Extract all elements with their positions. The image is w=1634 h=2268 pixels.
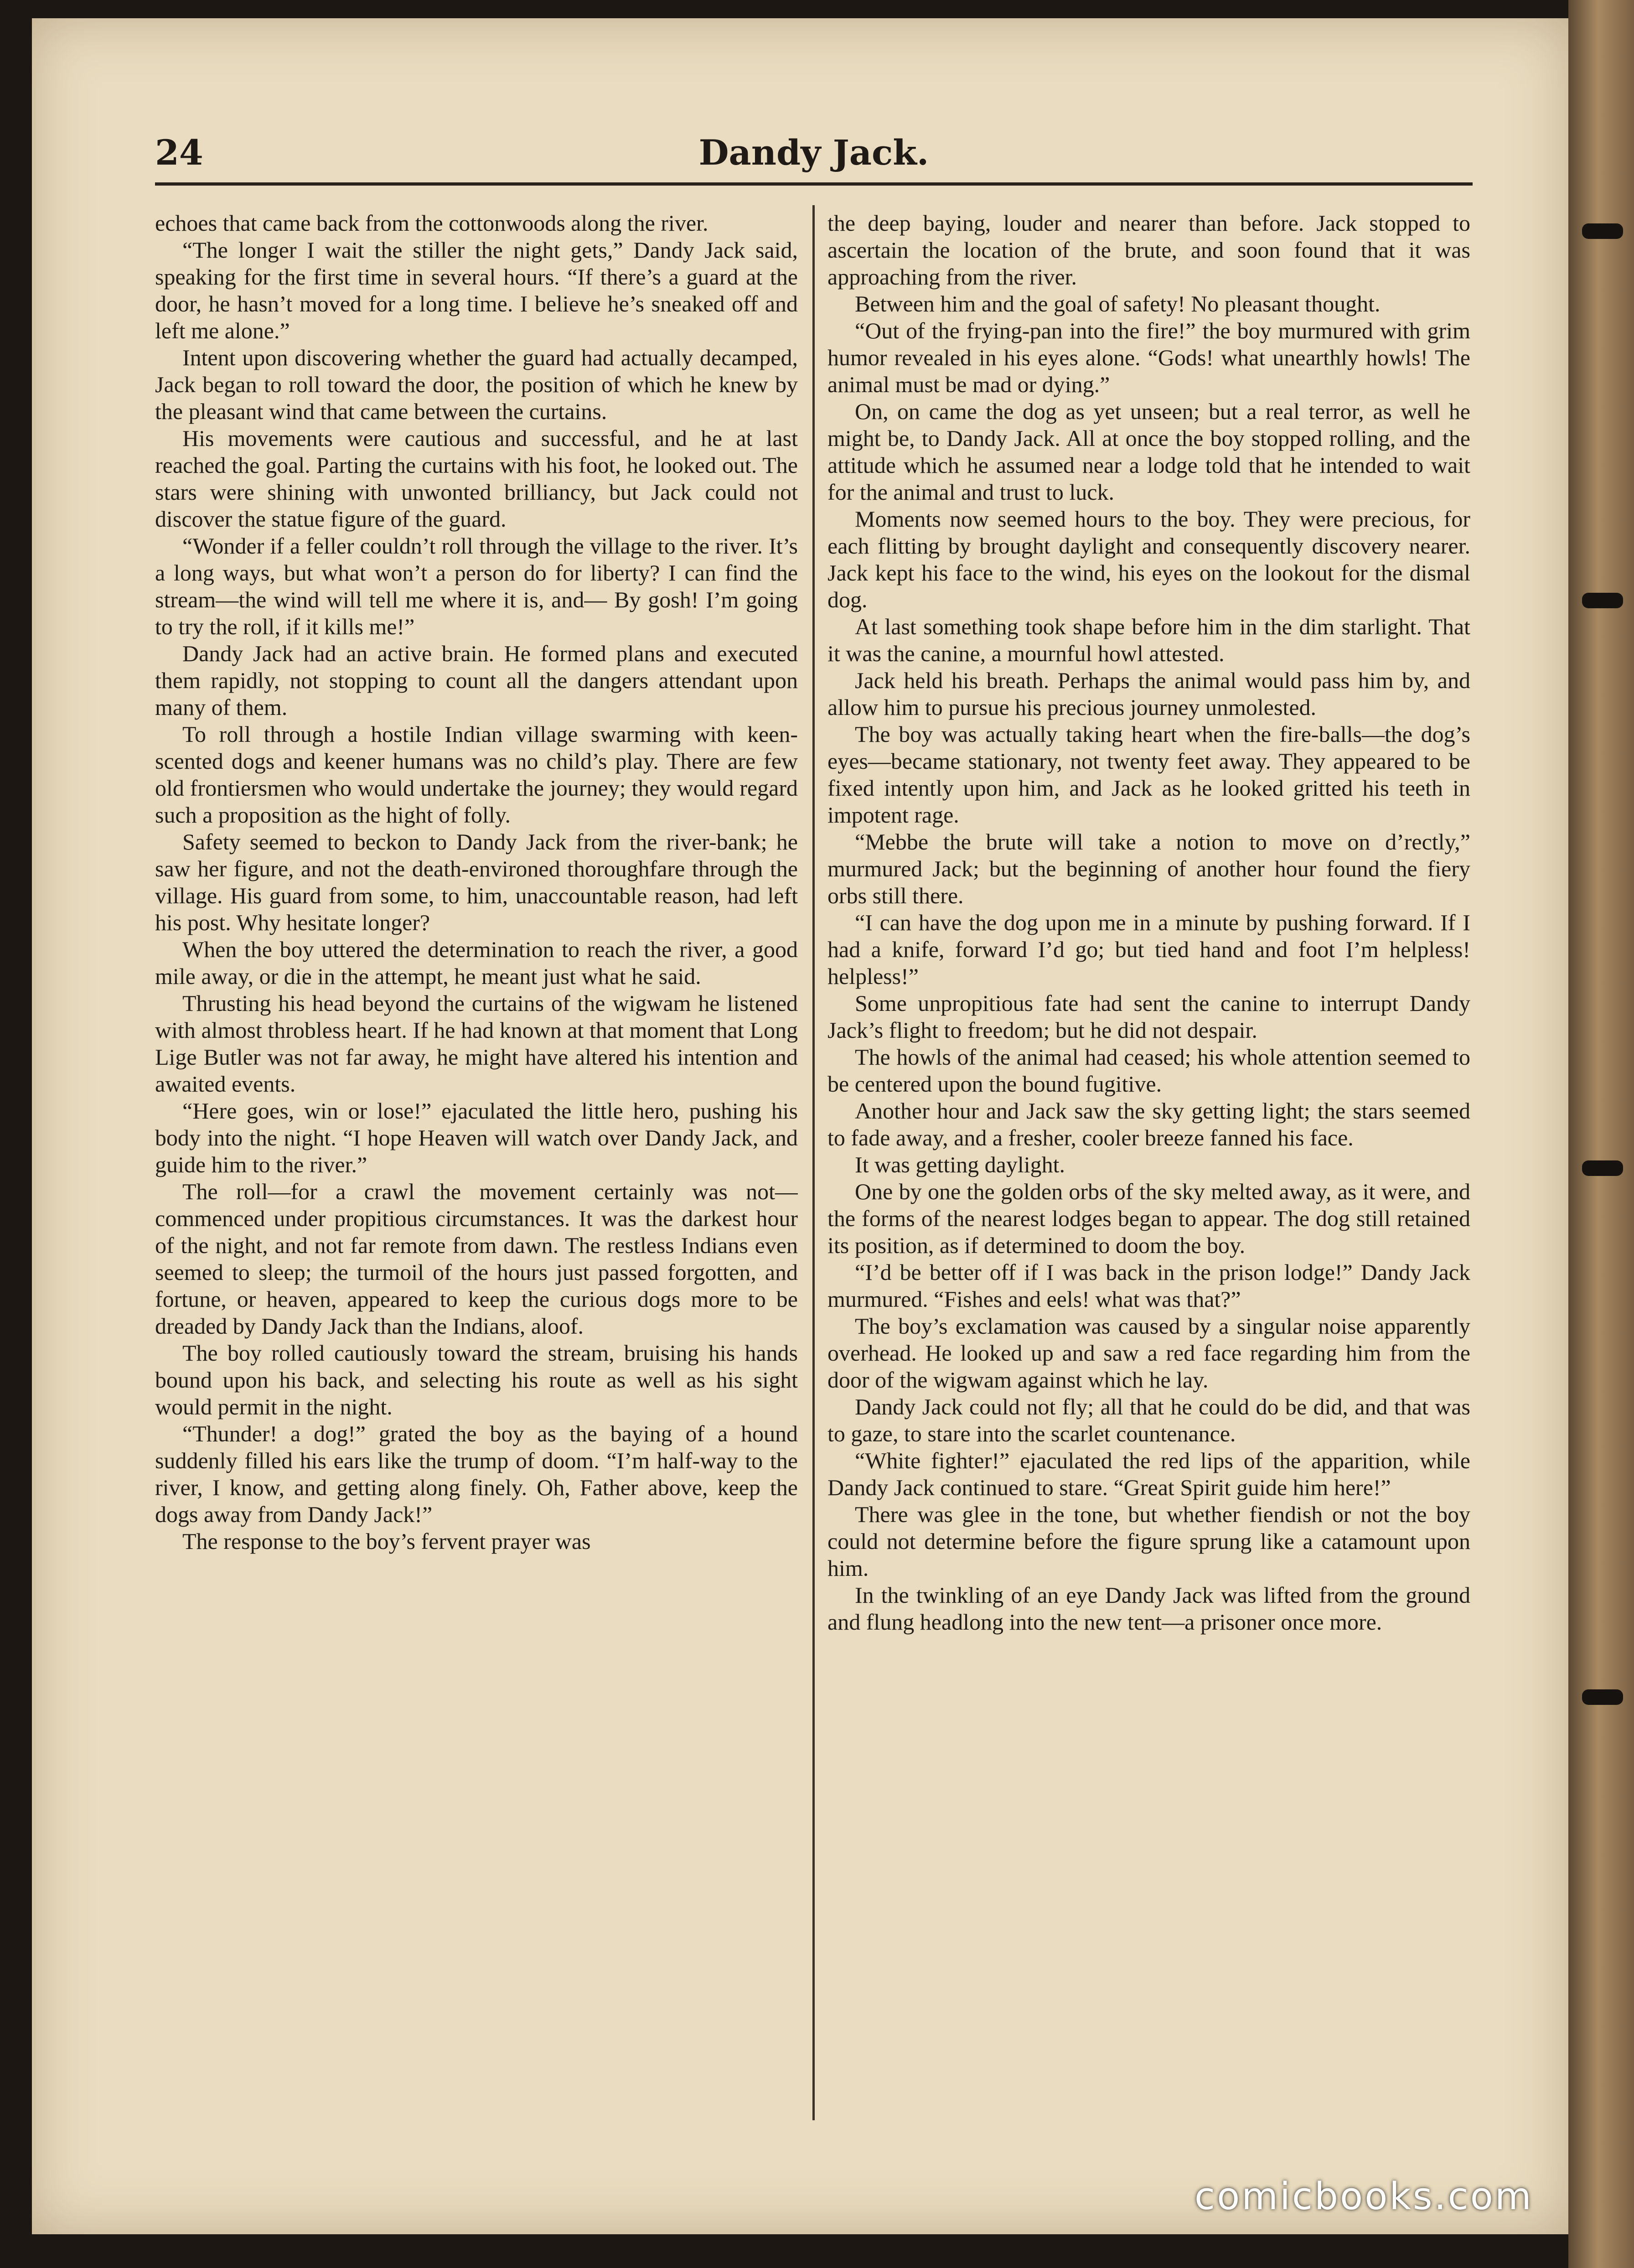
paragraph: echoes that came back from the cottonwoods along the river. bbox=[155, 210, 708, 236]
paragraph: Thrusting his head beyond the curtains of the wigwam he listened with almost throbless heart. If he had known at that moment that Long Lige Butler was not far away, he might have altered his intention and awaited events. bbox=[155, 990, 798, 1097]
binding-staple bbox=[1582, 223, 1623, 239]
paragraph: “The longer I wait the stiller the night gets,” Dandy Jack said, speaking for the first time in several hours. “If there’s a guard at the door, he hasn’t moved for a long time. I believe he’s sneaked off and left me alone.” bbox=[155, 237, 798, 343]
binding-edge bbox=[1568, 0, 1634, 2268]
paragraph: The boy was actually taking heart when the fire-balls—the dog’s eyes—became stationary, not twenty feet away. They appeared to be fixed intently upon him, and Jack as he looked gritted his teeth in impotent rage. bbox=[827, 721, 1470, 828]
paragraph: “I can have the dog upon me in a minute by pushing forward. If I had a knife, forward I’d go; but tied hand and foot I’m helpless! helpless!” bbox=[827, 910, 1470, 989]
page-title: Dandy Jack. bbox=[698, 132, 929, 173]
column-divider bbox=[812, 205, 815, 2120]
paragraph: The response to the boy’s fervent prayer was bbox=[182, 1528, 591, 1554]
paragraph: Dandy Jack had an active brain. He formed plans and executed them rapidly, not stopping to count all the dangers attendant upon many of them. bbox=[155, 641, 798, 720]
paragraph: The boy’s exclamation was caused by a singular noise apparently overhead. He looked up and saw a red face regarding him from the door of the wigwam against which he lay. bbox=[827, 1313, 1470, 1393]
paragraph: At last something took shape before him in the dim starlight. That it was the canine, a mournful howl attested. bbox=[827, 614, 1470, 666]
paragraph: “Wonder if a feller couldn’t roll through the village to the river. It’s a long ways, but what won’t a person do for liberty? I can find the stream—the wind will tell me where it is, and— By gosh! I’m going to try the roll, if it kills me!” bbox=[155, 533, 798, 639]
binding-staple bbox=[1582, 1689, 1623, 1705]
binding-staple bbox=[1582, 593, 1623, 608]
paragraph: “Mebbe the brute will take a notion to move on d’rectly,” murmured Jack; but the beginning of another hour found the fiery orbs still there. bbox=[827, 829, 1470, 908]
paragraph: In the twinkling of an eye Dandy Jack was lifted from the ground and flung headlong into the new tent—a prisoner once more. bbox=[827, 1582, 1470, 1635]
paragraph: When the boy uttered the determination to reach the river, a good mile away, or die in the attempt, he meant just what he said. bbox=[155, 937, 798, 989]
paragraph: the deep baying, louder and nearer than before. Jack stopped to ascertain the location of the brute, and soon found that it was approaching from the river. bbox=[827, 210, 1470, 290]
paragraph: Some unpropitious fate had sent the canine to interrupt Dandy Jack’s flight to freedom; but he did not despair. bbox=[827, 990, 1470, 1043]
paragraph: On, on came the dog as yet unseen; but a real terror, as well he might be, to Dandy Jack. All at once the boy stopped rolling, and the attitude which he assumed near a lodge told that he intended to wait for the animal and trust to luck. bbox=[827, 399, 1470, 505]
page-number: 24 bbox=[155, 132, 203, 173]
paragraph: The boy rolled cautiously toward the stream, bruising his hands bound upon his back, and selecting his route as well as his sight would permit in the night. bbox=[155, 1340, 798, 1419]
paragraph: “Thunder! a dog!” grated the boy as the baying of a hound suddenly filled his ears like the trump of doom. “I’m half-way to the river, I know, and getting along finely. Oh, Father above, keep the dogs away from Dandy Jack!” bbox=[155, 1421, 798, 1527]
paragraph: The howls of the animal had ceased; his whole attention seemed to be centered upon the bound fugitive. bbox=[827, 1044, 1470, 1097]
paragraph: Moments now seemed hours to the boy. They were precious, for each flitting by brought daylight and consequently discovery nearer. Jack kept his face to the wind, his eyes on the lookout for the dismal dog. bbox=[827, 506, 1470, 612]
paragraph: Jack held his breath. Perhaps the animal would pass him by, and allow him to pursue his precious journey unmolested. bbox=[827, 668, 1470, 720]
paragraph: “I’d be better off if I was back in the prison lodge!” Dandy Jack murmured. “Fishes and eels! what was that?” bbox=[827, 1259, 1470, 1312]
paragraph: “White fighter!” ejaculated the red lips of the apparition, while Dandy Jack continued to stare. “Great Spirit guide him here!” bbox=[827, 1448, 1470, 1500]
paragraph: It was getting daylight. bbox=[855, 1152, 1065, 1177]
left-column bbox=[155, 210, 798, 2139]
right-column bbox=[827, 210, 1470, 2139]
site-watermark: comicbooks.com bbox=[1194, 2175, 1533, 2218]
paragraph: Dandy Jack could not fly; all that he could do be did, and that was to gaze, to stare into the scarlet countenance. bbox=[827, 1394, 1470, 1446]
paragraph: The roll—for a crawl the movement certainly was not—commenced under propitious circumstances. It was the darkest hour of the night, and not far remote from dawn. The restless Indians even seemed to sleep; the turmoil of the hours just passed forgotten, and fortune, or heaven, appeared to keep the curious dogs more to be dreaded by Dandy Jack than the Indians, aloof. bbox=[155, 1179, 798, 1339]
paragraph: There was glee in the tone, but whether fiendish or not the boy could not determine before the figure sprung like a catamount upon him. bbox=[827, 1502, 1470, 1581]
paragraph: “Here goes, win or lose!” ejaculated the little hero, pushing his body into the night. “I hope Heaven will watch over Dandy Jack, and guide him to the river.” bbox=[155, 1098, 798, 1177]
paragraph: Between him and the goal of safety! No pleasant thought. bbox=[855, 291, 1381, 316]
paragraph: Safety seemed to beckon to Dandy Jack from the river-bank; he saw her figure, and not the death-environed thoroughfare through the village. His guard from some, to him, unaccountable reason, had left his post. Why hesitate longer? bbox=[155, 829, 798, 935]
page-header bbox=[155, 132, 1473, 186]
paragraph: Intent upon discovering whether the guard had actually decamped, Jack began to roll toward the door, the position of which he knew by the pleasant wind that came between the curtains. bbox=[155, 345, 798, 424]
paragraph: His movements were cautious and successful, and he at last reached the goal. Parting the curtains with his foot, he looked out. The stars were shining with unwonted brilliancy, but Jack could not discover the statue figure of the guard. bbox=[155, 425, 798, 532]
paragraph: To roll through a hostile Indian village swarming with keen-scented dogs and keener humans was no child’s play. There are few old frontiersmen who would undertake the journey; they would regard such a proposition as the hight of folly. bbox=[155, 721, 798, 828]
paragraph: “Out of the frying-pan into the fire!” the boy murmured with grim humor revealed in his eyes alone. “Gods! what unearthly howls! The animal must be mad or dying.” bbox=[827, 318, 1470, 397]
paragraph: One by one the golden orbs of the sky melted away, as it were, and the forms of the nearest lodges began to appear. The dog still retained its position, as if determined to doom the boy. bbox=[827, 1179, 1470, 1258]
binding-staple bbox=[1582, 1160, 1623, 1176]
paragraph: Another hour and Jack saw the sky getting light; the stars seemed to fade away, and a fresher, cooler breeze fanned his face. bbox=[827, 1098, 1470, 1150]
